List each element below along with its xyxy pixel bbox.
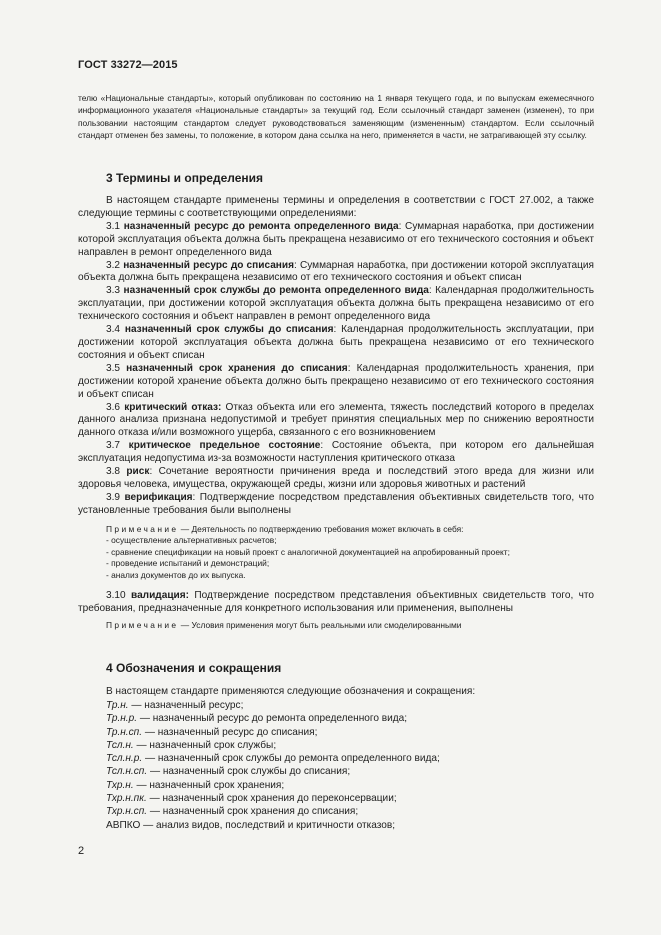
term-definition: : Подтверждение посредством представления объективных свидетельств того, что установленные требования были выполнены	[78, 491, 594, 516]
term-number: 3.1	[106, 220, 121, 232]
abbreviation-definition: — назначенный срок службы до списания;	[147, 766, 351, 778]
abbreviation-definition: — анализ видов, последствий и критичности отказов;	[140, 819, 396, 831]
term-item	[78, 285, 594, 324]
term-name: назначенный срок службы до списания	[124, 324, 334, 336]
section-4-intro: В настоящем стандарте применяются следующие обозначения и сокращения:	[106, 686, 476, 697]
note-text: — Условия применения могут быть реальными или смоделированными	[178, 620, 462, 631]
abbreviation-item	[106, 805, 594, 818]
abbreviation-symbol: Тр.н.р.	[106, 713, 138, 725]
section-4-body	[78, 686, 594, 832]
abbreviation-symbol: Тхр.н.сп.	[106, 806, 148, 818]
document-id-header: ГОСТ 33272—2015	[78, 59, 178, 71]
note-label: Примечание	[106, 523, 179, 534]
abbreviation-item	[106, 699, 594, 712]
term-number: 3.3	[106, 285, 121, 297]
page-number: 2	[78, 845, 85, 857]
abbreviations-list	[78, 699, 594, 832]
abbreviation-item	[106, 739, 594, 752]
section-3-intro: В настоящем стандарте применены термины и определения в соответствии с ГОСТ 27.002, а также следующие термины с соответствующими определениями:	[78, 195, 594, 219]
note-list-item: - анализ документов до их выпуска.	[106, 570, 246, 581]
abbreviation-definition: — назначенный срок службы;	[133, 739, 277, 751]
note-list-item: - проведение испытаний и демонстраций;	[106, 558, 270, 569]
term-item	[78, 324, 594, 363]
abbreviation-item	[106, 726, 594, 739]
abbreviation-definition: — назначенный срок хранения до списания;	[147, 806, 359, 818]
term-definition: : Суммарная наработка, при достижении которой эксплуатация объекта должна быть прекращена независимо от его технического состояния и объект направлен в ремонт определенного вида	[78, 220, 594, 258]
term-name: назначенный ресурс до списания	[123, 259, 294, 271]
term-definition: Подтверждение посредством представления объективных свидетельств того, что требования, предназначенные для конкретного использования или применения, выполнены	[78, 589, 594, 614]
term-definition: : Календарная продолжительность хранения, при достижении которой хранение объекта должно быть прекращено независимо от его технического состояния и объект списан	[78, 362, 594, 400]
term-definition: : Календарная продолжительность эксплуатации, при достижении которой эксплуатация объекта должна быть прекращена независимо от его технического состояния и объект списан	[78, 324, 594, 361]
term-item	[78, 492, 594, 518]
term-number: 3.9	[106, 491, 121, 503]
abbreviation-definition: — назначенный ресурс до списания;	[142, 726, 318, 738]
term-name: риск	[126, 466, 150, 478]
abbreviation-symbol: Тхр.н.пк.	[106, 792, 147, 804]
note-1-items	[78, 535, 594, 581]
term-name: назначенный срок службы до ремонта определенного вида	[123, 285, 429, 297]
abbreviation-symbol: Тсл.н.сп.	[106, 766, 148, 778]
term-item	[78, 221, 594, 260]
term-3-10	[78, 590, 594, 616]
term-number: 3.6	[106, 401, 121, 413]
note-list-item: - сравнение спецификации на новый проект с аналогичной документацией на апробированный проект;	[106, 546, 510, 557]
abbreviation-symbol: Тсл.н.	[106, 739, 134, 751]
section-3-body	[78, 195, 594, 632]
term-number: 3.4	[106, 324, 121, 336]
note-text: — Деятельность по подтверждению требования может включать в себя:	[178, 523, 464, 534]
abbreviation-item	[106, 752, 594, 765]
term-number: 3.7	[106, 440, 121, 452]
term-name: назначенный ресурс до ремонта определенного вида	[123, 220, 399, 232]
section-3-heading: 3 Термины и определения	[106, 171, 264, 185]
abbreviation-symbol: Тхр.н.	[106, 779, 134, 791]
abbreviation-item	[106, 819, 594, 832]
term-item	[78, 363, 594, 402]
abbreviation-definition: — назначенный срок хранения;	[133, 779, 285, 791]
term-definition: : Суммарная наработка, при достижении которой эксплуатация объекта должна быть прекращена независимо от его технического состояния и объект списан	[78, 259, 595, 284]
abbreviation-item	[106, 779, 594, 792]
note-1	[78, 524, 594, 536]
term-item	[78, 402, 594, 441]
section-4-heading: 4 Обозначения и сокращения	[106, 661, 282, 675]
abbreviation-definition: — назначенный срок хранения до переконсервации;	[146, 792, 397, 804]
abbreviation-definition: — назначенный срок службы до ремонта определенного вида;	[142, 753, 440, 765]
term-number: 3.10	[106, 589, 126, 601]
term-name: критическое предельное состояние	[128, 440, 321, 452]
term-definition: : Календарная продолжительность эксплуатации, при достижении которой эксплуатация объекта должна быть прекращена независимо от его технического состояния и объект направлен в ремонт определенного вида	[78, 285, 594, 323]
terms-list	[78, 221, 594, 518]
term-item	[78, 440, 594, 466]
note-2	[78, 620, 594, 632]
term-item	[78, 260, 594, 286]
term-name: назначенный срок хранения до списания	[126, 362, 348, 374]
abbreviation-symbol: АВПКО	[106, 819, 141, 831]
intro-text: телю «Национальные стандарты», который опубликован по состоянию на 1 января текущего года, и по выпускам ежемесячного информационного указателя «Национальные стандарты» за текущий год. Если ссылочный стандарт заменен (изменен), то при пользовании настоящим стандартом следует руководствоваться заменяющим (измененным) стандартом. Если ссылочный стандарт отменен без замены, то положение, в котором дана ссылка на него, применяется в части, не затрагивающей эту ссылку.	[78, 93, 594, 141]
term-name: валидация:	[131, 589, 189, 601]
term-name: верификация	[124, 491, 193, 503]
term-item	[78, 466, 594, 492]
note-label: Примечание	[106, 620, 179, 631]
abbreviation-item	[106, 712, 594, 725]
abbreviation-symbol: Тр.н.	[106, 699, 129, 711]
intro-paragraph	[78, 92, 594, 142]
term-definition: : Сочетание вероятности причинения вреда и последствий этого вреда для жизни или здоровья человека, имущества, окружающей среды, жизни или здоровья животных и растений	[78, 466, 594, 490]
term-definition: : Состояние объекта, при котором его дальнейшая эксплуатация недопустима из-за возможности наступления критического отказа	[78, 440, 594, 465]
note-list-item: - осуществление альтернативных расчетов;	[106, 535, 277, 546]
term-number: 3.2	[106, 259, 121, 271]
abbreviation-definition: — назначенный ресурс до ремонта определенного вида;	[137, 713, 408, 725]
abbreviation-symbol: Тсл.н.р.	[106, 753, 143, 765]
term-number: 3.5	[106, 362, 121, 374]
abbreviation-item	[106, 792, 594, 805]
term-number: 3.8	[106, 466, 121, 478]
abbreviation-definition: — назначенный ресурс;	[128, 699, 244, 711]
abbreviation-symbol: Тр.н.сп.	[106, 726, 143, 738]
term-name: критический отказ:	[124, 401, 222, 413]
abbreviation-item	[106, 765, 594, 778]
term-definition: Отказ объекта или его элемента, тяжесть последствий которого в пределах данного анализа признана недопустимой и требует принятия специальных мер по снижению вероятности данного отказа и/или возможного ущерба, связанного с его возникновением	[78, 401, 594, 439]
